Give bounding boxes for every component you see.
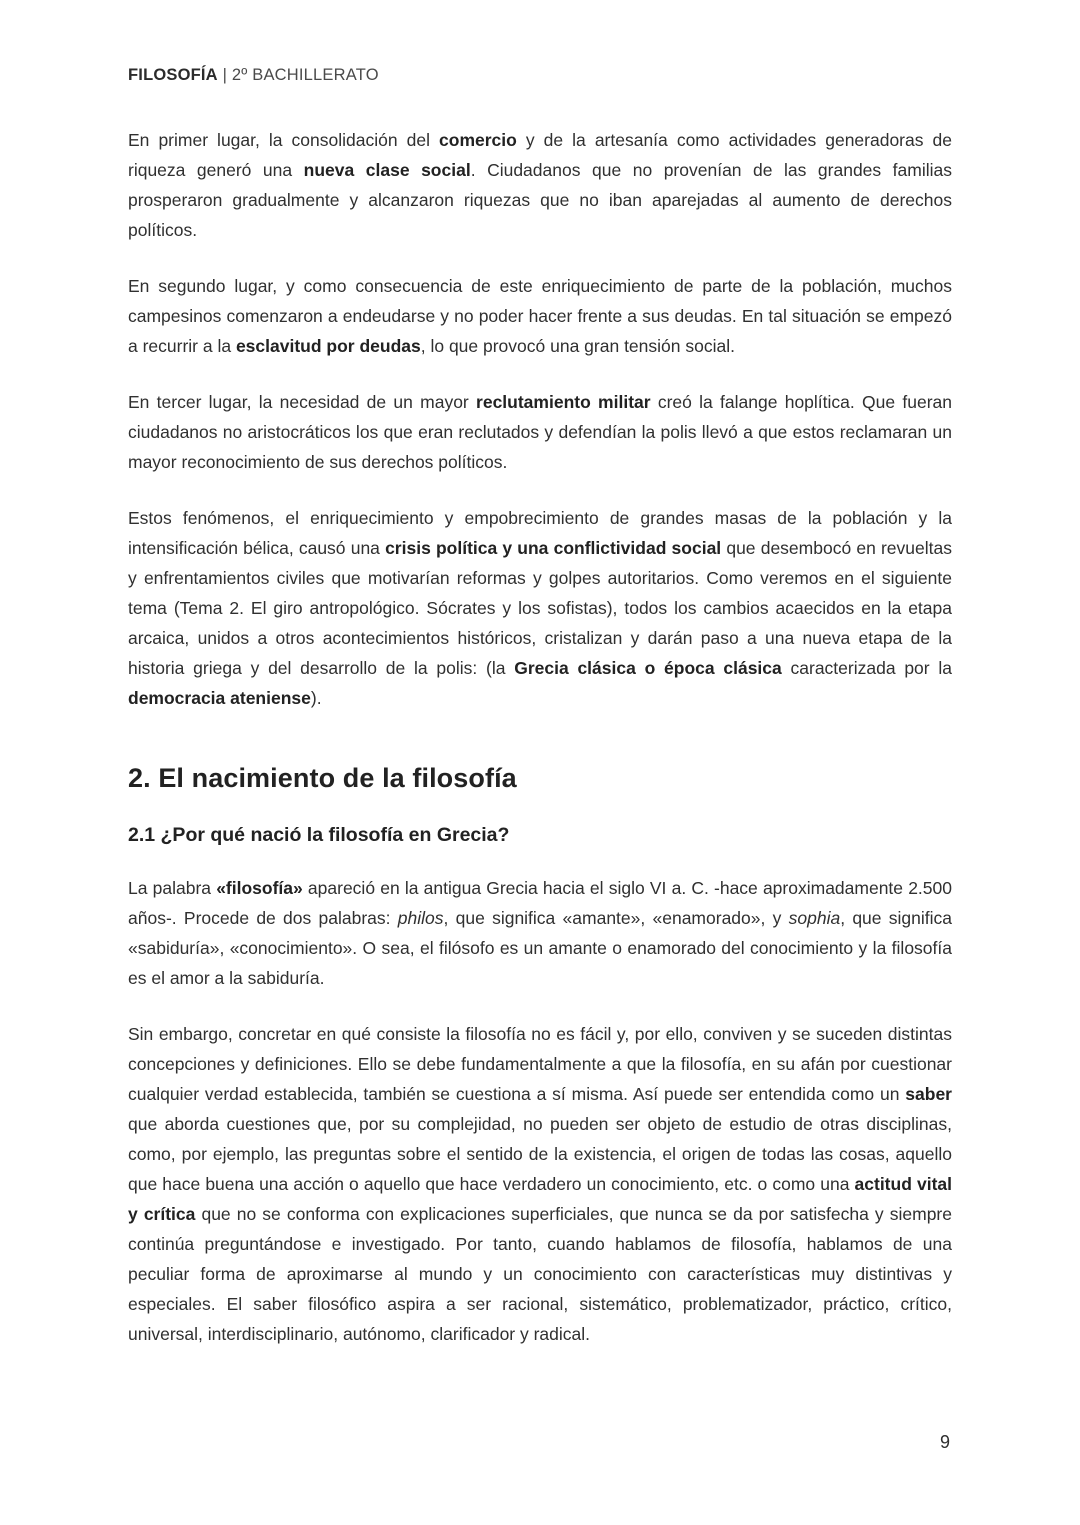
paragraph-commerce-new-social-class: En primer lugar, la consolidación del comercio y de la artesanía como actividades generadoras de riqueza generó una nueva clase social. Ciudadanos que no provenían de las grandes familias prosperaron gradualmente y alcanzaron riquezas que no iban aparejadas al aumento de derechos políticos. <box>128 130 953 240</box>
section-subheading: 2.1 ¿Por qué nació la filosofía en Grecia? <box>128 824 510 846</box>
paragraph-political-crisis: Estos fenómenos, el enriquecimiento y empobrecimiento de grandes masas de la población y la intensificación bélica, causó una crisis política y una conflictividad social que desembocó en revueltas y enfrentamientos civiles que motivarían reformas y golpes autoritarios. Como veremos en el siguiente tema (Tema 2. El giro antropológico. Sócrates y los sofistas), todos los cambios acaecidos en la etapa arcaica, unidos a otros acontecimientos históricos, cristalizan y darán paso a una nueva etapa de la historia griega y del desarrollo de la polis: (la Grecia clásica o época clásica caracterizada por la democracia ateniense). <box>128 508 952 708</box>
paragraph-philosophy-definition: Sin embargo, concretar en qué consiste la filosofía no es fácil y, por ello, conviven y se suceden distintas concepciones y definiciones. Ello se debe fundamentalmente a que la filosofía, en su afán por cuestionar cualquier verdad establecida, también se cuestiona a sí misma. Así puede ser entendida como un saber que aborda cuestiones que, por su complejidad, no pueden ser objeto de estudio de otras disciplinas, como, por ejemplo, las preguntas sobre el sentido de la existencia, el origen de todas las cosas, aquello que hace buena una acción o aquello que hace verdadero un conocimiento, etc. o como una actitud vital y crítica que no se conforma con explicaciones superficiales, que nunca se da por satisfecha y siempre continúa preguntándose e investigado. Por tanto, cuando hablamos de filosofía, hablamos de una peculiar forma de aproximarse al mundo y un conocimiento con características muy distintivas y especiales. El saber filosófico aspira a ser racional, sistemático, problematizador, práctico, crítico, universal, interdisciplinario, autónomo, clarificador y radical. <box>128 1024 953 1344</box>
paragraph-debt-slavery: En segundo lugar, y como consecuencia de este enriquecimiento de parte de la población, muchos campesinos comenzaron a endeudarse y no poder hacer frente a sus deudas. En tal situación se empezó a recurrir a la esclavitud por deudas, lo que provocó una gran tensión social. <box>128 276 952 356</box>
course-level: | 2º BACHILLERATO <box>217 66 379 84</box>
paragraph-word-philosophy-origin: La palabra «filosofía» apareció en la antigua Grecia hacia el siglo VI a. C. -hace aproximadamente 2.500 años-. Procede de dos palabras: philos, que significa «amante», «enamorado», y sophia, que significa «sabiduría», «conocimiento». O sea, el filósofo es un amante o enamorado del conocimiento y la filosofía es el amor a la sabiduría. <box>128 878 952 988</box>
section-heading: 2. El nacimiento de la filosofía <box>128 763 517 793</box>
page-number: 9 <box>939 1432 950 1452</box>
document-header <box>128 66 952 85</box>
course-title: FILOSOFÍA <box>128 66 218 84</box>
paragraph-military-recruitment: En tercer lugar, la necesidad de un mayor reclutamiento militar creó la falange hoplítica. Que fueran ciudadanos no aristocráticos los que eran reclutados y defendían la polis llevó a que estos reclamaran un mayor reconocimiento de sus derechos políticos. <box>128 392 952 472</box>
